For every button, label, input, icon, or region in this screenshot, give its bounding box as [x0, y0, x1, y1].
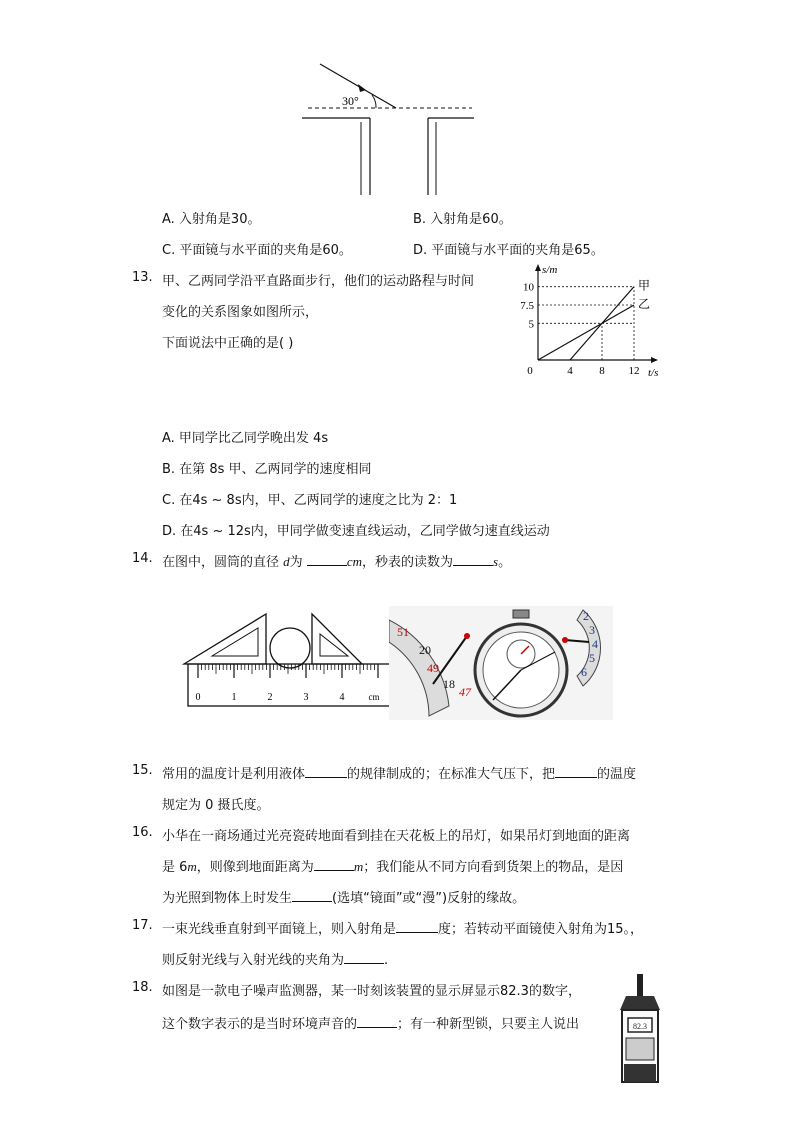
q13-option-a: A. 甲同学比乙同学晚出发 4s: [162, 431, 329, 446]
q16-line3: [162, 887, 525, 906]
q16-number: 16.: [132, 825, 153, 840]
q12-option-d: D. 平面镜与水平面的夹角是65。: [413, 243, 604, 258]
q14-text-c: ，秒表的读数为: [361, 555, 453, 570]
x-tick-label: 0: [527, 365, 533, 377]
q14-text-a: 在图中，圆筒的直径: [162, 555, 280, 570]
q16-text-e: (选填“镜面”或“漫”)反射的缘故。: [332, 891, 526, 906]
series-label-1: 甲: [638, 278, 651, 293]
q15-blank-1: [305, 777, 347, 778]
q16-unit-m: m: [187, 859, 197, 874]
x-axis-label: t/s: [648, 367, 659, 379]
q17-line2: [162, 949, 388, 968]
q14-text-d: 。: [498, 555, 512, 570]
y-tick-label: 5: [528, 318, 534, 331]
q17-text-b: 度；若转动平面镜使入射角为15。，: [438, 922, 644, 937]
q13-number: 13.: [132, 270, 153, 285]
q14-var-d: d: [283, 554, 290, 569]
dial-right-5: 5: [589, 651, 595, 665]
q15-line2: 规定为 0 摄氏度。: [162, 798, 270, 813]
mirror-reflection-figure: [300, 60, 480, 200]
q14-unit-s: s: [493, 554, 499, 569]
y-tick-label: 10: [523, 281, 534, 294]
q18-text-b: ；有一种新型锁，只要主人说出: [397, 1017, 580, 1032]
q17-line1: [162, 918, 643, 937]
q14-unit-cm: cm: [346, 554, 362, 569]
dial-left-51: 51: [397, 625, 409, 639]
q12-option-a: A. 入射角是30。: [162, 212, 261, 227]
q14-blank-1: [307, 565, 347, 566]
series-line-2: [538, 305, 634, 360]
ruler-label-4: 4: [339, 692, 345, 703]
dial-right-4: 4: [592, 637, 598, 651]
q17-text-a: 一束光线垂直射到平面镜上，则入射角是: [162, 922, 397, 937]
ruler-unit: cm: [368, 692, 380, 702]
cylinder: [270, 628, 310, 668]
q14-blank-2: [453, 565, 493, 566]
q16-line2: [162, 856, 623, 875]
q17-text-d: .: [384, 953, 389, 968]
dial-left-20: 20: [419, 643, 431, 657]
q17-text-c: 则反射光线与入射光线的夹角为: [162, 953, 345, 968]
q13-option-c: C. 在4s ~ 8s内，甲、乙两同学的速度之比为 2：1: [162, 493, 458, 508]
q18-number: 18.: [132, 980, 153, 995]
q13-line1: 甲、乙两同学沿平直路面步行，他们的运动路程与时间: [162, 274, 475, 289]
ruler-label-0: 0: [195, 692, 201, 703]
x-tick-label: 12: [628, 365, 640, 377]
x-tick-label: 4: [567, 365, 573, 377]
ruler-label-2: 2: [267, 692, 273, 703]
q16-text-b: ，则像到地面距离为: [196, 860, 314, 875]
q18-line1: 如图是一款电子噪声监测器，某一时刻该装置的显示屏显示82.3的数字，: [162, 984, 581, 999]
dial-right-2: 2: [583, 609, 589, 623]
x-axis-arrow: [651, 357, 658, 363]
device-readout: 82.3: [633, 1022, 647, 1031]
noise-monitor-device: [616, 974, 666, 1089]
q14-question: [162, 551, 511, 570]
q15-number: 15.: [132, 763, 153, 778]
dial-left-18: 18: [443, 677, 455, 691]
dial-left-47: 47: [459, 685, 471, 699]
q16-line1: 小华在一商场通过光亮瓷砖地面看到挂在天花板上的吊灯，如果吊灯到地面的距离: [162, 829, 631, 844]
q13-line2: 变化的关系图象如图所示，: [162, 305, 319, 320]
ruler-label-1: 1: [231, 692, 237, 703]
q12-option-c: C. 平面镜与水平面的夹角是60。: [162, 243, 352, 258]
q16-text-c: ；我们能从不同方向看到货架上的物品，是因: [363, 860, 624, 875]
q16-text-d: 为光照到物体上时发生: [162, 891, 293, 906]
x-tick-label: 8: [599, 365, 605, 377]
y-axis-arrow: [535, 264, 541, 271]
y-axis-label: s/m: [542, 264, 558, 276]
q18-line2: [162, 1013, 579, 1032]
q15-line1: [162, 763, 636, 782]
q18-blank-1: [357, 1027, 397, 1028]
y-tick-label: 7.5: [520, 300, 534, 312]
q14-text-b: 为: [289, 555, 303, 570]
q16-unit-m2: m: [353, 859, 364, 874]
distance-time-chart: [516, 262, 666, 382]
dial-left-49: 49: [427, 661, 439, 675]
stopwatch-figure: [389, 606, 613, 720]
q17-number: 17.: [132, 918, 153, 933]
ruler-label-3: 3: [303, 692, 309, 703]
q18-text-a: 这个数字表示的是当时环境声音的: [162, 1017, 358, 1032]
q12-option-b: B. 入射角是60。: [413, 212, 512, 227]
ruler-cylinder-figure: [182, 604, 392, 714]
q16-text-a: 是 6: [162, 860, 188, 875]
q17-blank-1: [396, 932, 438, 933]
q13-option-d: D. 在4s ~ 12s内，甲同学做变速直线运动，乙同学做匀速直线运动: [162, 524, 550, 539]
q17-blank-2: [344, 963, 384, 964]
q15-text-a: 常用的温度计是利用液体: [162, 767, 306, 782]
q16-blank-1: [314, 870, 354, 871]
dial-right-6: 6: [581, 665, 587, 679]
q15-text-b: 的规律制成的；在标准大气压下，把: [347, 767, 556, 782]
q15-blank-2: [555, 777, 597, 778]
q13-line3: 下面说法中正确的是( ): [162, 336, 294, 351]
series-label-2: 乙: [638, 297, 651, 311]
ruler-ticks: [198, 664, 378, 678]
q15-text-c: 的温度: [597, 767, 637, 782]
angle-label: 30°: [342, 94, 359, 108]
q13-option-b: B. 在第 8s 甲、乙两同学的速度相同: [162, 462, 372, 477]
q14-number: 14.: [132, 551, 153, 566]
q16-blank-2: [292, 901, 332, 902]
dial-right-3: 3: [589, 623, 595, 637]
